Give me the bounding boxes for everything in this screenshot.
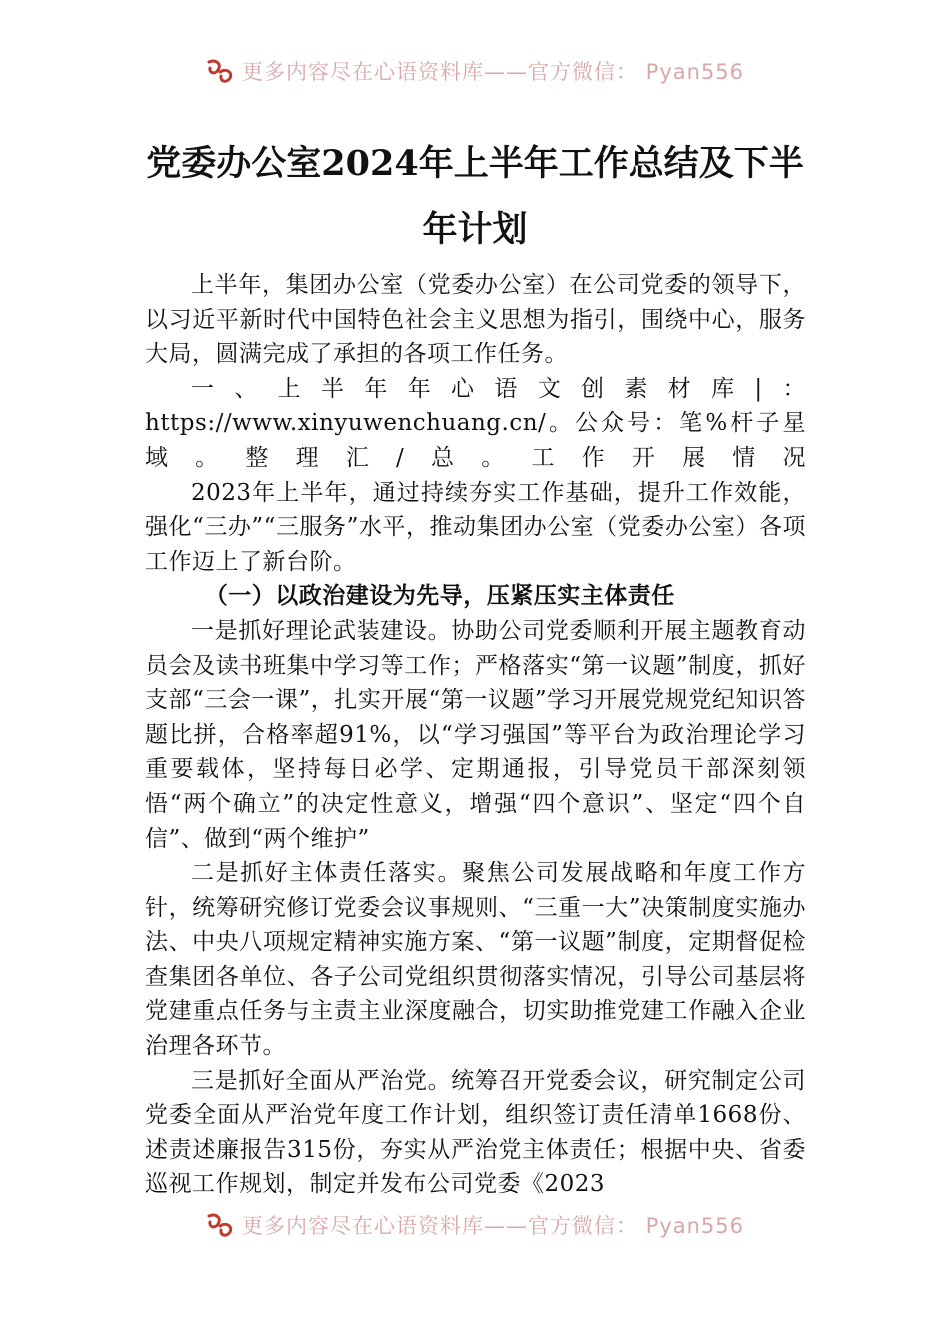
watermark-text: 更多内容尽在心语资料库——官方微信： Pyan556	[241, 60, 745, 84]
watermark-text: 更多内容尽在心语资料库——官方微信： Pyan556	[241, 1214, 745, 1238]
paragraph-overview: 2023年上半年，通过持续夯实工作基础，提升工作效能，强化“三办”“三服务”水平，推动集团办公室（党委办公室）各项工作迈上了新台阶。	[145, 479, 806, 575]
section-heading: （一）以政治建设为先导，压紧压实主体责任	[204, 582, 675, 610]
paragraph-section-one: 一、上半年年心语文创素材库|：https://www.xinyuwenchuang.cn/。公众号：笔%杆子星域。整理汇/总。工作开展情况	[145, 375, 806, 471]
document-title-line-1: 党委办公室2024年上半年工作总结及下半	[146, 143, 804, 184]
paragraph-discipline: 三是抓好全面从严治党。统筹召开党委会议，研究制定公司党委全面从严治党年度工作计划，组织签订责任清单1668份、述责述廉报告315份，夯实从严治党主体责任；根据中央、省委巡视工作规划，制定并发布公司党委《2023	[145, 1067, 806, 1198]
paragraph-intro: 上半年，集团办公室（党委办公室）在公司党委的领导下，以习近平新时代中国特色社会主义思想为指引，围绕中心，服务大局，圆满完成了承担的各项工作任务。	[145, 272, 806, 368]
document-title-line-2: 年计划	[422, 209, 528, 250]
paragraph-theory: 一是抓好理论武装建设。协助公司党委顺利开展主题教育动员会及读书班集中学习等工作；严格落实“第一议题”制度，抓好支部“三会一课”，扎实开展“第一议题”学习开展党规党纪知识答题比拼，合格率超91%，以“学习强国”等平台为政治理论学习重要载体，坚持每日必学、定期通报，引导党员干部深刻领悟“两个确立”的决定性意义，增强“四个意识”、坚定“四个自信”、做到“两个维护”	[145, 617, 806, 852]
watermark-footer	[0, 1206, 950, 1240]
watermark-logo-icon	[206, 58, 236, 84]
watermark-logo-icon	[206, 1212, 236, 1238]
watermark-header	[0, 52, 950, 86]
paragraph-responsibility: 二是抓好主体责任落实。聚焦公司发展战略和年度工作方针，统筹研究修订党委会议事规则、“三重一大”决策制度实施办法、中央八项规定精神实施方案、“第一议题”制度，定期督促检查集团各单位、各子公司党组织贯彻落实情况，引导公司基层将党建重点任务与主责主业深度融合，切实助推党建工作融入企业治理各环节。	[145, 860, 806, 1060]
document-body	[145, 268, 806, 1202]
